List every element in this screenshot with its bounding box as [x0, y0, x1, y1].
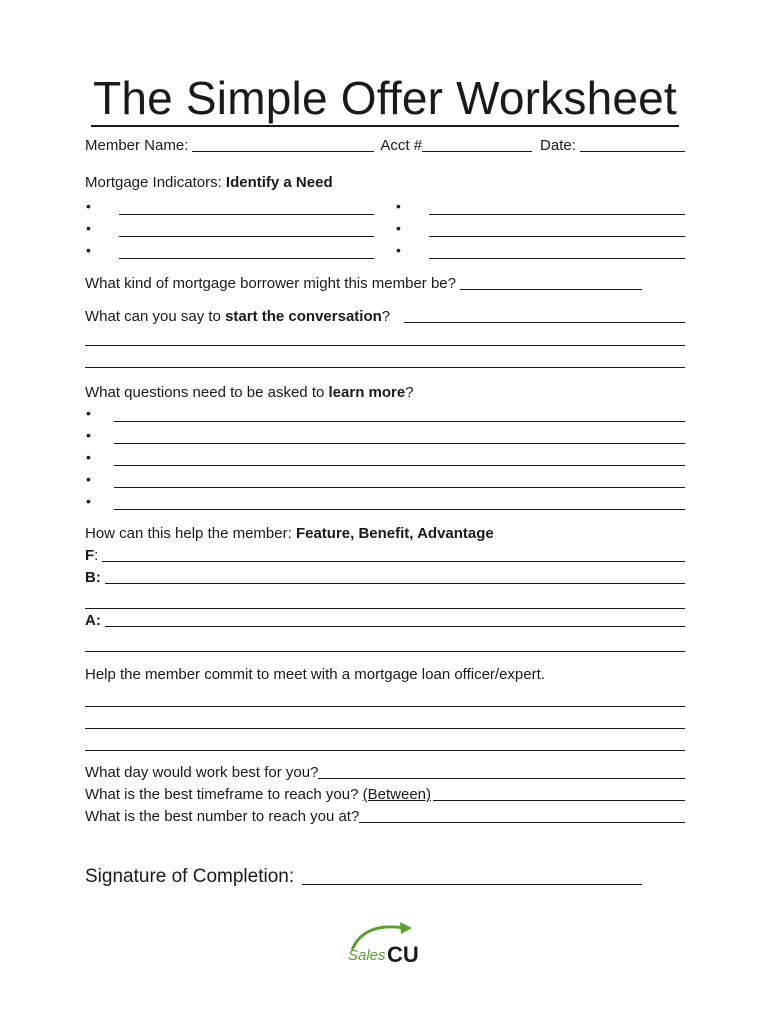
logo-arrow — [400, 922, 412, 934]
advantage-row — [85, 611, 685, 631]
timeframe-field[interactable] — [433, 800, 685, 801]
conversation-line[interactable] — [85, 345, 685, 346]
number-field[interactable] — [359, 822, 685, 823]
advantage-field[interactable] — [105, 626, 685, 627]
acct-field[interactable] — [422, 151, 532, 152]
indicator-field[interactable] — [119, 214, 374, 215]
question-field[interactable] — [114, 487, 685, 488]
advantage-label: A: — [85, 612, 101, 629]
bullet: • — [396, 220, 401, 236]
indicator-field[interactable] — [119, 236, 374, 237]
question-field[interactable] — [114, 421, 685, 422]
timeframe-row: What is the best timeframe to reach you? (Between) — [85, 785, 685, 805]
date-label: Date: — [540, 137, 576, 154]
commit-heading: Help the member commit to meet with a mortgage loan officer/expert. — [85, 666, 545, 683]
bullet: • — [86, 405, 91, 421]
benefit-label: B: — [85, 569, 101, 586]
feature-row: F : — [85, 546, 685, 566]
bullet: • — [86, 493, 91, 509]
questions-heading: What questions need to be asked to learn more ? — [85, 384, 414, 401]
number-row: What is the best number to reach you at? — [85, 807, 685, 827]
conversation-field[interactable] — [404, 322, 685, 323]
bullet: • — [86, 242, 91, 258]
date-field[interactable] — [580, 151, 685, 152]
bullet: • — [86, 471, 91, 487]
feature-field[interactable] — [102, 561, 685, 562]
commit-line[interactable] — [85, 728, 685, 729]
commit-line[interactable] — [85, 706, 685, 707]
bullet: • — [86, 220, 91, 236]
bullet: • — [396, 242, 401, 258]
logo-text-sales: Sales — [348, 947, 386, 964]
commit-line[interactable] — [85, 750, 685, 751]
bullet: • — [86, 427, 91, 443]
indicator-field[interactable] — [429, 236, 685, 237]
acct-label: Acct # — [380, 137, 423, 154]
signature-field[interactable] — [302, 884, 642, 885]
day-field[interactable] — [318, 778, 685, 779]
benefit-line[interactable] — [85, 608, 685, 609]
conversation-row: What can you say to start the conversation ? — [85, 307, 685, 327]
day-row: What day would work best for you? — [85, 763, 685, 783]
fba-heading: How can this help the member: Feature, Benefit, Advantage — [85, 525, 494, 542]
salescu-logo — [346, 920, 426, 968]
page-title: The Simple Offer Worksheet — [0, 70, 770, 126]
benefit-row — [85, 568, 685, 588]
conversation-line[interactable] — [85, 367, 685, 368]
between-label: (Between) — [362, 786, 432, 803]
indicator-field[interactable] — [429, 258, 685, 259]
borrower-question-row: What kind of mortgage borrower might this member be? — [85, 274, 685, 294]
question-field[interactable] — [114, 465, 685, 466]
bullet: • — [396, 198, 401, 214]
indicator-field[interactable] — [119, 258, 374, 259]
member-name-field[interactable] — [192, 151, 374, 152]
bullet: • — [86, 449, 91, 465]
signature-label: Signature of Completion: — [85, 866, 295, 887]
question-field[interactable] — [114, 509, 685, 510]
benefit-field[interactable] — [105, 583, 685, 584]
signature-row — [85, 864, 642, 890]
borrower-field[interactable] — [460, 289, 642, 290]
header-row — [85, 136, 685, 156]
question-field[interactable] — [114, 443, 685, 444]
indicators-heading: Mortgage Indicators: Identify a Need — [85, 174, 333, 191]
feature-label: F — [85, 547, 95, 564]
indicator-field[interactable] — [429, 214, 685, 215]
logo-text-cu: CU — [387, 942, 419, 967]
member-name-label: Member Name: — [85, 137, 189, 154]
bullet: • — [86, 198, 91, 214]
advantage-line[interactable] — [85, 651, 685, 652]
